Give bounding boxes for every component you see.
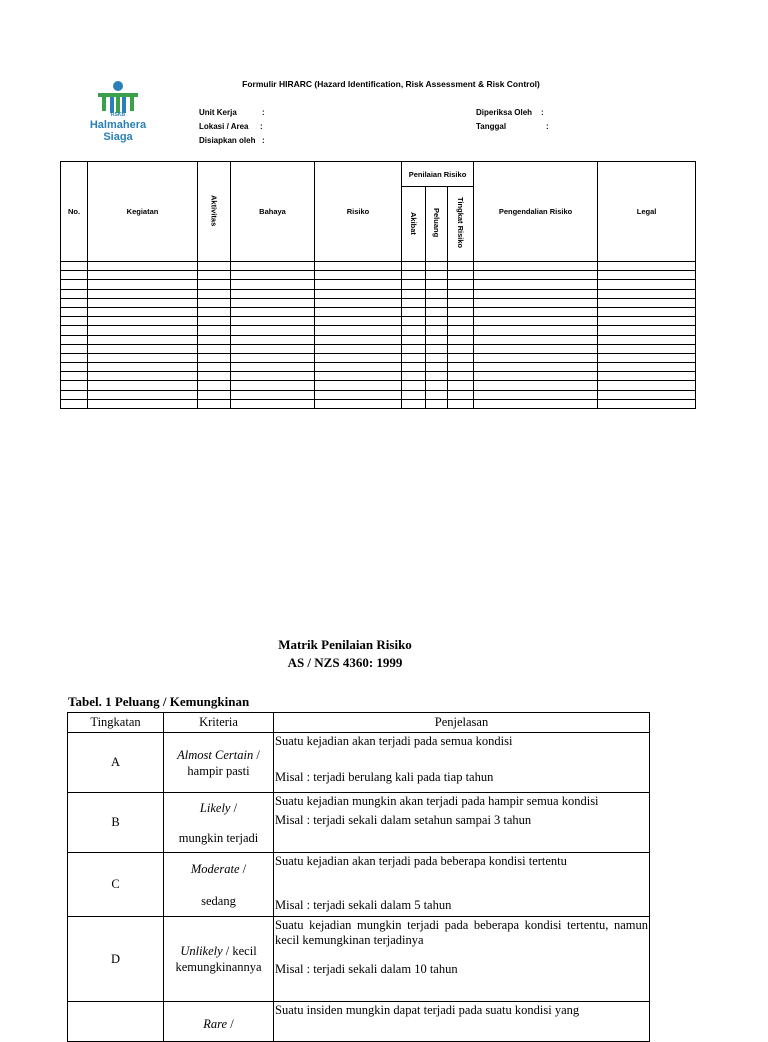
table-cell: [198, 307, 231, 316]
table-cell: [231, 307, 315, 316]
table-cell: [315, 335, 402, 344]
table-cell: [315, 271, 402, 280]
table-cell: [61, 298, 88, 307]
logo-small-text: RSKB: [110, 112, 126, 118]
table-cell: [448, 307, 474, 316]
table-cell: [61, 399, 88, 408]
table-cell: [198, 326, 231, 335]
table-cell: [231, 317, 315, 326]
table-row: [68, 1002, 650, 1042]
header-peluang: [426, 187, 448, 262]
table-cell: [598, 280, 696, 289]
table-cell: [231, 353, 315, 362]
table-cell: [315, 399, 402, 408]
kriteria-cell: [164, 793, 274, 853]
table-row: [68, 733, 650, 793]
table-cell: [61, 372, 88, 381]
table-row: [61, 353, 696, 362]
table-cell: [402, 298, 426, 307]
header-peluang-text: Peluang: [432, 208, 441, 238]
table-cell: [426, 271, 448, 280]
table-cell: [88, 298, 198, 307]
table-cell: [231, 399, 315, 408]
header-pengendalian: Pengendalian Risiko: [474, 162, 598, 262]
table-row: [61, 289, 696, 298]
table-cell: [88, 280, 198, 289]
header-penjelasan: Penjelasan: [274, 713, 650, 733]
table-cell: [598, 271, 696, 280]
table-cell: [315, 390, 402, 399]
misal-text: Misal : terjadi sekali dalam 10 tahun: [275, 962, 458, 976]
table-cell: [231, 326, 315, 335]
table-row: [61, 280, 696, 289]
penjelasan-text: Suatu kejadian akan terjadi pada semua kondisi: [275, 734, 513, 748]
kriteria-term: Unlikely: [180, 944, 223, 958]
table-cell: [426, 335, 448, 344]
table-row: [68, 917, 650, 1002]
table-cell: [402, 344, 426, 353]
table-cell: [598, 353, 696, 362]
table-cell: [598, 317, 696, 326]
table-cell: [426, 372, 448, 381]
kriteria-suffix: /: [227, 1017, 234, 1031]
table-cell: [426, 344, 448, 353]
table-cell: [426, 289, 448, 298]
table-row: [68, 793, 650, 853]
table-cell: [598, 372, 696, 381]
table-cell: [598, 298, 696, 307]
table-cell: [426, 390, 448, 399]
level-cell: A: [68, 733, 164, 793]
table-cell: [315, 262, 402, 271]
header-kegiatan: Kegiatan: [88, 162, 198, 262]
penjelasan-cell: [274, 917, 650, 1002]
table-cell: [426, 262, 448, 271]
table-row: [61, 344, 696, 353]
kriteria-translation: mungkin terjadi: [178, 830, 259, 845]
table-cell: [198, 390, 231, 399]
table-cell: [198, 353, 231, 362]
table-cell: [231, 390, 315, 399]
matrix-title: [200, 636, 490, 672]
header-legal: Legal: [598, 162, 696, 262]
kriteria-term: Almost Certain: [177, 747, 254, 762]
table-cell: [88, 307, 198, 316]
field-unit-kerja-sep: :: [262, 108, 265, 117]
table-cell: [448, 262, 474, 271]
penjelasan-cell: [274, 853, 650, 917]
table-cell: [474, 372, 598, 381]
misal-text: Misal : terjadi sekali dalam setahun sampai 3 tahun: [275, 813, 532, 827]
kriteria-translation: sedang: [201, 893, 236, 908]
matrix-title-line1: Matrik Penilaian Risiko: [278, 637, 412, 652]
table-cell: [88, 353, 198, 362]
level-cell: D: [68, 917, 164, 1002]
table-cell: [448, 399, 474, 408]
field-lokasi-sep: :: [260, 122, 263, 131]
table-cell: [231, 363, 315, 372]
field-tanggal-sep: :: [546, 122, 549, 131]
header-tingkatan: Tingkatan: [68, 713, 164, 733]
table-cell: [61, 271, 88, 280]
table-cell: [448, 298, 474, 307]
table-cell: [402, 399, 426, 408]
table-cell: [198, 372, 231, 381]
table-cell: [88, 344, 198, 353]
table-cell: [315, 381, 402, 390]
kriteria-term: Likely: [199, 800, 231, 815]
table-row: [61, 390, 696, 399]
table-cell: [231, 335, 315, 344]
matrix-title-line2: AS / NZS 4360: 1999: [287, 655, 403, 670]
table-cell: [448, 317, 474, 326]
table-row: [61, 262, 696, 271]
table-cell: [231, 344, 315, 353]
kriteria-translation: kemungkinannya: [175, 960, 262, 974]
form-title: Formulir HIRARC (Hazard Identification, Risk Assessment & Risk Control): [242, 79, 540, 89]
table-cell: [426, 381, 448, 390]
table-cell: [61, 344, 88, 353]
field-unit-kerja-label: Unit Kerja: [199, 108, 237, 117]
table-cell: [448, 326, 474, 335]
table-cell: [315, 372, 402, 381]
kriteria-term: Rare: [203, 1017, 228, 1031]
table-cell: [598, 363, 696, 372]
field-disiapkan-sep: :: [262, 136, 265, 145]
table-cell: [448, 363, 474, 372]
table-cell: [598, 344, 696, 353]
table-cell: [448, 289, 474, 298]
table-cell: [198, 317, 231, 326]
table-cell: [315, 298, 402, 307]
table-cell: [61, 307, 88, 316]
table-cell: [402, 390, 426, 399]
table-cell: [448, 353, 474, 362]
table-cell: [402, 280, 426, 289]
table-cell: [448, 280, 474, 289]
table-cell: [474, 317, 598, 326]
table-cell: [448, 344, 474, 353]
header-aktivitas: [198, 162, 231, 262]
table-cell: [598, 307, 696, 316]
table-cell: [231, 262, 315, 271]
table-row: [61, 317, 696, 326]
table-cell: [88, 390, 198, 399]
table-cell: [231, 381, 315, 390]
table-cell: [598, 381, 696, 390]
table-cell: [198, 344, 231, 353]
table-cell: [88, 399, 198, 408]
table-cell: [474, 399, 598, 408]
table-cell: [402, 317, 426, 326]
table-cell: [315, 317, 402, 326]
table-cell: [402, 307, 426, 316]
table-cell: [598, 390, 696, 399]
table-cell: [61, 353, 88, 362]
table-cell: [474, 307, 598, 316]
table-cell: [88, 363, 198, 372]
table-cell: [231, 289, 315, 298]
penjelasan-cell: [274, 793, 650, 853]
header-tingkat-text: Tingkat Risiko: [456, 197, 466, 249]
table-cell: [598, 399, 696, 408]
table-cell: [402, 363, 426, 372]
table-cell: [402, 262, 426, 271]
table-cell: [402, 271, 426, 280]
kriteria-suffix: /: [230, 800, 238, 815]
header-akibat: [402, 187, 426, 262]
field-diperiksa-sep: :: [541, 108, 544, 117]
table-cell: [448, 335, 474, 344]
table-cell: [426, 363, 448, 372]
table-cell: [426, 298, 448, 307]
table-cell: [88, 372, 198, 381]
table-cell: [61, 317, 88, 326]
table-row: [61, 399, 696, 408]
table-row: [61, 298, 696, 307]
table-cell: [426, 280, 448, 289]
table-row: [68, 853, 650, 917]
table-cell: [61, 326, 88, 335]
table-cell: [61, 363, 88, 372]
field-tanggal-label: Tanggal: [476, 122, 507, 131]
table-row: [61, 271, 696, 280]
table-cell: [598, 262, 696, 271]
field-lokasi-label: Lokasi / Area: [199, 122, 249, 131]
table-cell: [198, 363, 231, 372]
table-cell: [61, 390, 88, 399]
table-cell: [61, 335, 88, 344]
table-cell: [448, 381, 474, 390]
field-diperiksa-label: Diperiksa Oleh: [476, 108, 533, 117]
table-cell: [402, 326, 426, 335]
table-cell: [474, 390, 598, 399]
hospital-logo: [80, 80, 156, 150]
header-tingkat-risiko: [448, 187, 474, 262]
table-cell: [88, 326, 198, 335]
table-cell: [448, 372, 474, 381]
table-cell: [426, 326, 448, 335]
table-cell: [231, 271, 315, 280]
table-row: [61, 326, 696, 335]
table-cell: [315, 353, 402, 362]
kriteria-cell: [164, 853, 274, 917]
table-1-title: Tabel. 1 Peluang / Kemungkinan: [68, 694, 250, 709]
table-cell: [315, 344, 402, 353]
penjelasan-text: Suatu kejadian mungkin akan terjadi pada hampir semua kondisi: [275, 794, 599, 808]
header-penilaian-risiko: Penilaian Risiko: [402, 162, 474, 187]
table-cell: [598, 326, 696, 335]
table-cell: [198, 381, 231, 390]
kriteria-cell: [164, 917, 274, 1002]
table-cell: [88, 262, 198, 271]
table-cell: [315, 326, 402, 335]
table-cell: [448, 271, 474, 280]
table-cell: [426, 399, 448, 408]
table-cell: [198, 335, 231, 344]
table-cell: [474, 271, 598, 280]
likelihood-table: [67, 712, 650, 1042]
table-cell: [198, 271, 231, 280]
penjelasan-text: Suatu insiden mungkin dapat terjadi pada suatu kondisi yang: [275, 1003, 580, 1017]
table-row: [61, 381, 696, 390]
misal-text: Misal : terjadi berulang kali pada tiap tahun: [275, 770, 494, 784]
penjelasan-text: Suatu kejadian mungkin terjadi pada beberapa kondisi tertentu, namun kecil kemungkinan terjadinya: [275, 918, 648, 947]
table-cell: [231, 280, 315, 289]
header-kriteria: Kriteria: [164, 713, 274, 733]
penjelasan-cell: [274, 1002, 650, 1042]
penjelasan-text: Suatu kejadian akan terjadi pada beberapa kondisi tertentu: [275, 854, 567, 868]
kriteria-suffix: /: [253, 747, 260, 762]
table-cell: [88, 289, 198, 298]
table-row: [61, 363, 696, 372]
table-cell: [474, 280, 598, 289]
hirarc-table-body: [61, 262, 696, 409]
table-cell: [426, 317, 448, 326]
table-cell: [231, 372, 315, 381]
table-cell: [426, 353, 448, 362]
kriteria-suffix: / kecil: [222, 944, 257, 958]
kriteria-cell: [164, 733, 274, 793]
table-cell: [474, 363, 598, 372]
table-cell: [474, 353, 598, 362]
table-cell: [231, 298, 315, 307]
table-cell: [598, 289, 696, 298]
table-row: [61, 307, 696, 316]
table-cell: [198, 399, 231, 408]
table-cell: [88, 271, 198, 280]
table-cell: [315, 280, 402, 289]
kriteria-suffix: /: [239, 861, 247, 876]
table-cell: [402, 381, 426, 390]
header-no: No.: [61, 162, 88, 262]
kriteria-term: Moderate: [190, 861, 240, 876]
field-disiapkan-label: Disiapkan oleh: [199, 136, 256, 145]
header-akibat-text: Akibat: [409, 211, 418, 235]
table-cell: [88, 381, 198, 390]
table-cell: [88, 317, 198, 326]
table-cell: [474, 335, 598, 344]
table-cell: [474, 381, 598, 390]
table-cell: [474, 326, 598, 335]
table-cell: [474, 289, 598, 298]
table-cell: [198, 280, 231, 289]
table-cell: [402, 353, 426, 362]
misal-text: Misal : terjadi sekali dalam 5 tahun: [275, 898, 452, 912]
table-cell: [598, 335, 696, 344]
table-cell: [315, 289, 402, 298]
table-cell: [402, 372, 426, 381]
table-cell: [402, 335, 426, 344]
logo-name-line1: Halmahera: [89, 119, 147, 131]
table-cell: [198, 262, 231, 271]
level-cell: B: [68, 793, 164, 853]
table-cell: [315, 363, 402, 372]
logo-name-line2: Siaga: [103, 131, 133, 143]
table-cell: [474, 298, 598, 307]
level-cell: C: [68, 853, 164, 917]
table-cell: [315, 307, 402, 316]
table-row: [61, 372, 696, 381]
table-cell: [61, 289, 88, 298]
kriteria-cell: [164, 1002, 274, 1042]
table-cell: [88, 335, 198, 344]
kriteria-translation: hampir pasti: [187, 763, 250, 778]
table-row: [61, 335, 696, 344]
table-cell: [61, 280, 88, 289]
hirarc-table: [60, 161, 696, 409]
table-cell: [61, 262, 88, 271]
table-cell: [474, 262, 598, 271]
header-bahaya: Bahaya: [231, 162, 315, 262]
table-cell: [198, 289, 231, 298]
table-cell: [426, 307, 448, 316]
table-cell: [198, 298, 231, 307]
table-cell: [474, 344, 598, 353]
header-aktivitas-text: Aktivitas: [209, 194, 219, 227]
table-cell: [448, 390, 474, 399]
header-risiko: Risiko: [315, 162, 402, 262]
level-cell: [68, 1002, 164, 1042]
table-cell: [61, 381, 88, 390]
table-cell: [402, 289, 426, 298]
penjelasan-cell: [274, 733, 650, 793]
